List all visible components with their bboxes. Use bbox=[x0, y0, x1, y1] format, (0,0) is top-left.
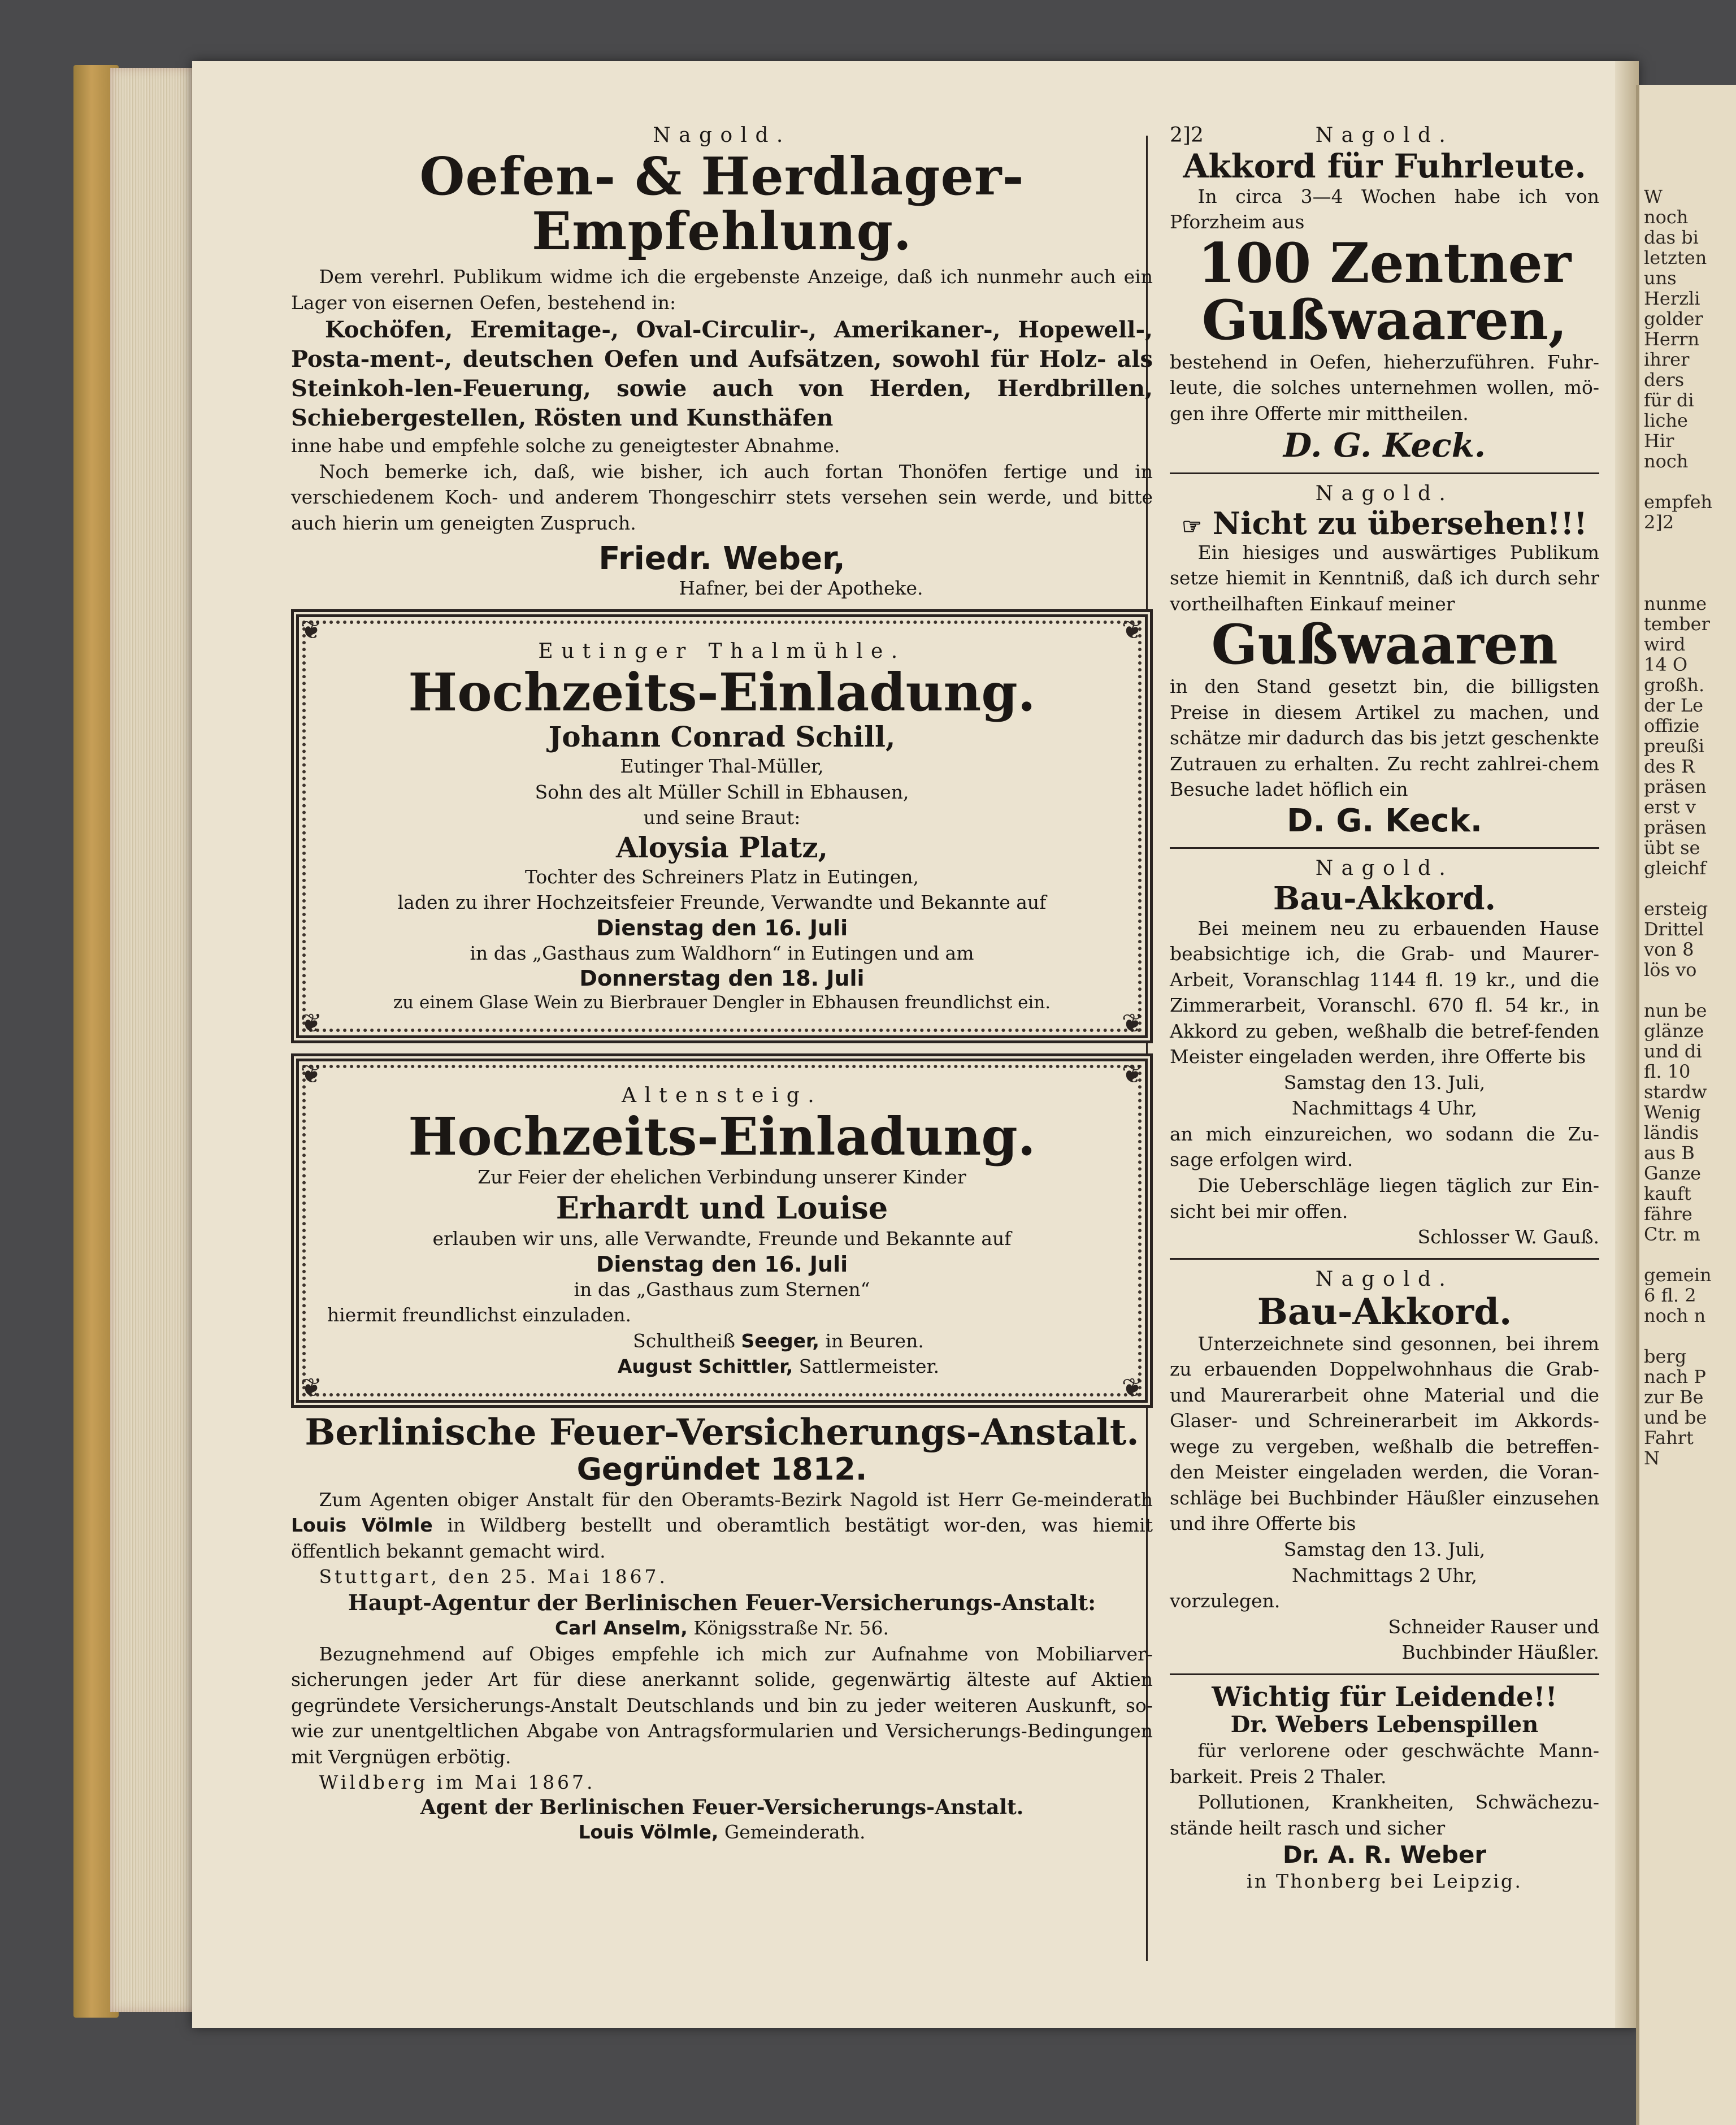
agent-title: Gemeinderath. bbox=[724, 1820, 866, 1843]
ad-title: Bau-Akkord. bbox=[1257, 1290, 1512, 1333]
ornament-icon: ❦ bbox=[300, 1058, 323, 1089]
keck-cast-goods-ad bbox=[1170, 482, 1599, 839]
agent-signature bbox=[291, 1819, 1153, 1845]
next-page-line: aus B bbox=[1644, 1142, 1695, 1164]
next-page-line: Herrn bbox=[1644, 328, 1700, 350]
next-page-line: des R bbox=[1644, 756, 1695, 777]
ad-body: bestehend in Oefen, hieherzuführen. Fuhr-leute, die solches unternehmen wollen, mö-gen ihre Offerte mir mittheilen. bbox=[1170, 350, 1599, 424]
ad-headline: Gußwaaren bbox=[1211, 613, 1558, 677]
ad-signature: Schneider Rauser und bbox=[1388, 1615, 1599, 1638]
next-page-line: N bbox=[1644, 1447, 1660, 1469]
place-heading: Nagold. bbox=[1315, 124, 1454, 147]
ad-subtitle: Dr. Webers Lebenspillen bbox=[1230, 1711, 1539, 1738]
place-heading: Nagold. bbox=[1315, 1267, 1454, 1291]
next-page-line: 14 O bbox=[1644, 654, 1688, 675]
altensteig-wedding-invitation bbox=[291, 1053, 1153, 1408]
next-page-line: Wenig bbox=[1644, 1101, 1701, 1123]
next-page-line: Drittel bbox=[1644, 918, 1704, 940]
next-page-line: offizie bbox=[1644, 715, 1700, 736]
groom-name: Johann Conrad Schill, bbox=[548, 719, 896, 753]
ad-headline: 100 Zentner bbox=[1197, 231, 1572, 295]
next-page-line: kauft bbox=[1644, 1183, 1691, 1204]
invitation-title: Hochzeits-Einladung. bbox=[408, 662, 1036, 723]
ad-signature: Buchbinder Häußler. bbox=[1401, 1641, 1599, 1664]
page-edges bbox=[110, 68, 195, 2012]
next-page-line: nun be bbox=[1644, 1000, 1707, 1021]
next-page-line bbox=[1639, 471, 1736, 492]
next-page-line: tember bbox=[1644, 613, 1710, 635]
deadline-time: Nachmittags 2 Uhr, bbox=[1291, 1564, 1478, 1586]
next-page-line: 2]2 bbox=[1644, 511, 1674, 533]
next-page-line: präsen bbox=[1644, 776, 1707, 797]
next-page-line: ders bbox=[1644, 369, 1685, 391]
place-heading: Nagold. bbox=[1315, 482, 1454, 506]
ad-items: Kochöfen, Eremitage-, Oval-Circulir-, Amerikaner-, Hopewell-, Posta-ment-, deutschen Oefen und Aufsätzen, sowohl für Holz- als Steinkoh-len-Feuerung, sowie auch von Herden, Herdbrillen, Schiebergestellen, Rösten und Kunsthäfen bbox=[291, 316, 1153, 432]
ad-signature: Schlosser W. Gauß. bbox=[1417, 1226, 1599, 1248]
ad-signature: Dr. A. R. Weber bbox=[1282, 1841, 1487, 1869]
next-page-line bbox=[1639, 878, 1736, 899]
ad-title: Oefen- & Herdlager-Empfehlung. bbox=[419, 146, 1025, 262]
ad-text: Zum Agenten obiger Anstalt für den Oberamts-Bezirk Nagold ist Herr Ge-meinderath bbox=[319, 1488, 1153, 1511]
agent-name: Louis Völmle bbox=[291, 1514, 433, 1537]
ornament-icon: ❦ bbox=[1121, 614, 1144, 645]
next-page-line: und di bbox=[1644, 1040, 1702, 1062]
next-page-line bbox=[1639, 1244, 1736, 1265]
signature-name: August Schittler, bbox=[617, 1355, 793, 1378]
deadline-date: Samstag den 13. Juli, bbox=[1283, 1071, 1486, 1094]
ad-title: Akkord für Fuhrleute. bbox=[1183, 147, 1586, 185]
dateline: Wildberg im Mai 1867. bbox=[319, 1771, 596, 1794]
invitation-line: zu einem Glase Wein zu Bierbrauer Dengler in Ebhausen freundlichst ein. bbox=[393, 992, 1051, 1013]
next-page-line: ihrer bbox=[1644, 349, 1690, 370]
ad-body: In circa 3—4 Wochen habe ich von Pforzheim aus bbox=[1170, 185, 1599, 233]
invitation-line: Tochter des Schreiners Platz in Eutingen, bbox=[524, 865, 919, 888]
next-page-line: und be bbox=[1644, 1407, 1707, 1428]
next-page-line: nach P bbox=[1644, 1366, 1706, 1387]
issue-marker: 2]2 bbox=[1170, 124, 1204, 147]
next-page-line: gemein bbox=[1644, 1264, 1712, 1286]
signature-place: in Beuren. bbox=[825, 1329, 924, 1352]
ornament-icon: ❦ bbox=[1121, 1007, 1144, 1038]
ad-title: Wichtig für Leidende!! bbox=[1212, 1681, 1557, 1713]
ad-body: in den Stand gesetzt bin, die billigsten Preise in diesem Artikel zu machen, und schätze mir dadurch das bis jetzt geschenkte Zutrauen zu erhalten. Zu recht zahlrei-chem Besuche ladet höflich ein bbox=[1170, 675, 1599, 801]
next-page-line: noch n bbox=[1644, 1305, 1706, 1326]
weber-stove-ad bbox=[291, 124, 1153, 599]
event-date: Dienstag den 16. Juli bbox=[596, 915, 848, 940]
deadline-date: Samstag den 13. Juli, bbox=[1283, 1538, 1486, 1561]
next-page-line: ersteig bbox=[1644, 898, 1708, 920]
ad-text: in Wildberg bestellt und oberamtlich bestätigt wor-den, was hiemit öffentlich bekannt gemacht wird. bbox=[291, 1514, 1153, 1562]
ad-intro: Dem verehrl. Publikum widme ich die ergebenste Anzeige, daß ich nunmehr auch ein Lager von eisernen Oefen, bestehend in: bbox=[291, 266, 1153, 314]
rauser-building-ad bbox=[1170, 1268, 1599, 1666]
next-page-line: großh. bbox=[1644, 674, 1705, 696]
next-page-line: preußi bbox=[1644, 735, 1704, 757]
deadline-time: Nachmittags 4 Uhr, bbox=[1291, 1097, 1478, 1120]
next-page-line: empfeh bbox=[1644, 491, 1713, 513]
next-page-line: liche bbox=[1644, 410, 1688, 431]
ad-headline: Gußwaaren, bbox=[1201, 288, 1568, 352]
invitation-line: Sohn des alt Müller Schill in Ebhausen, bbox=[535, 780, 909, 803]
gauss-building-ad bbox=[1170, 857, 1599, 1250]
next-page-line bbox=[1639, 553, 1736, 573]
next-page-line: berg bbox=[1644, 1346, 1687, 1367]
ad-subtitle: Gegründet 1812. bbox=[576, 1451, 867, 1487]
next-page-line: ländis bbox=[1644, 1122, 1699, 1143]
ad-title bbox=[1170, 505, 1599, 542]
next-page-line: für di bbox=[1644, 389, 1694, 411]
next-page-line: Ganze bbox=[1644, 1163, 1702, 1184]
next-page-line bbox=[1639, 980, 1736, 1000]
next-page-line: 6 fl. 2 bbox=[1644, 1285, 1696, 1306]
divider bbox=[1170, 1673, 1599, 1675]
invitation-title: Hochzeits-Einladung. bbox=[408, 1105, 1036, 1167]
next-page-line: W bbox=[1644, 186, 1663, 207]
ad-body: Unterzeichnete sind gesonnen, bei ihrem zu erbauenden Doppelwohnhaus die Grab- und Maurerarbeit ohne Material und die Glaser- und Schreinerarbeit im Akkords-wege zu vergeben, weßhalb die betreffen-den Meister eingeladen werden, die Voran-schläge bei Buchbinder Häußler einzusehen und ihre Offerte bis bbox=[1170, 1332, 1599, 1535]
pointing-hand-icon: ☞ bbox=[1182, 513, 1202, 540]
invitation-line: laden zu ihrer Hochzeitsfeier Freunde, Verwandte und Bekannte auf bbox=[397, 891, 1047, 914]
place-heading: Nagold. bbox=[653, 124, 791, 147]
next-page-line: von 8 bbox=[1644, 939, 1694, 960]
ad-body: Bezugnehmend auf Obiges empfehle ich mich zur Aufnahme von Mobiliarver-sicherungen jeder Art für diese anerkannt solide, gegenwärtig älteste auf Aktien gegründete Versicherungs-Anstalt Deutschlands und bin zu jeder weiteren Auskunft, so-wie zur unentgeltlichen Abgabe von Antragsformularien und Versicherungs-Bedingungen mit Vergnügen erbötig. bbox=[291, 1642, 1153, 1768]
next-page-line: präsen bbox=[1644, 817, 1707, 838]
ad-signature: D. G. Keck. bbox=[1283, 426, 1486, 465]
next-page-line: uns bbox=[1644, 267, 1677, 289]
place-heading: Eutinger Thalmühle. bbox=[538, 640, 906, 663]
next-page-fragment bbox=[1636, 85, 1736, 2125]
next-page-line: Ctr. m bbox=[1644, 1224, 1700, 1245]
next-page-line: lös vo bbox=[1644, 959, 1697, 981]
ad-signature-sub: Hafner, bei der Apotheke. bbox=[679, 577, 923, 600]
next-page-line: glänze bbox=[1644, 1020, 1704, 1042]
next-page-line: Hir bbox=[1644, 430, 1674, 452]
ad-title-text: Nicht zu übersehen!!! bbox=[1212, 505, 1587, 542]
couple-names: Erhardt und Louise bbox=[555, 1190, 888, 1226]
next-page-line bbox=[1639, 1326, 1736, 1346]
divider bbox=[1170, 847, 1599, 849]
right-column bbox=[1170, 122, 1599, 1894]
dateline: Stuttgart, den 25. Mai 1867. bbox=[319, 1565, 668, 1588]
place-heading: Altensteig. bbox=[621, 1083, 823, 1107]
next-page-line: zur Be bbox=[1644, 1386, 1704, 1408]
next-page-line: fl. 10 bbox=[1644, 1061, 1691, 1082]
agency-heading: Haupt-Agentur der Berlinischen Feuer-Versicherungs-Anstalt: bbox=[348, 1590, 1096, 1616]
ad-body: Ein hiesiges und auswärtiges Publikum setze hiemit in Kenntniß, daß ich durch sehr vortheilhaften Einkauf meiner bbox=[1170, 541, 1599, 615]
next-page-line: noch bbox=[1644, 450, 1689, 472]
agency-address bbox=[291, 1615, 1153, 1641]
ad-title: Berlinische Feuer-Versicherungs-Anstalt. bbox=[305, 1411, 1139, 1454]
ornament-icon: ❦ bbox=[300, 1007, 323, 1038]
invitation-line: hiermit freundlichst einzuladen. bbox=[327, 1304, 631, 1326]
ad-body: inne habe und empfehle solche zu geneigtester Abnahme. bbox=[291, 435, 840, 457]
schill-wedding-invitation bbox=[291, 609, 1153, 1043]
keck-transport-ad bbox=[1170, 124, 1599, 465]
agency-name: Carl Anselm, bbox=[554, 1617, 688, 1640]
ad-body: vorzulegen. bbox=[1170, 1590, 1281, 1612]
ad-body: für verlorene oder geschwächte Mann-barkeit. Preis 2 Thaler. bbox=[1170, 1740, 1599, 1788]
invitation-signature bbox=[327, 1354, 1117, 1380]
invitation-signature bbox=[327, 1328, 1117, 1354]
agent-name: Louis Völmle, bbox=[578, 1820, 719, 1843]
next-page-line: Fahrt bbox=[1644, 1427, 1694, 1449]
ad-body: an mich einzureichen, wo sodann die Zu-sage erfolgen wird. bbox=[1170, 1122, 1599, 1171]
ad-body: Pollutionen, Krankheiten, Schwächezu-stände heilt rasch und sicher bbox=[1170, 1791, 1599, 1839]
ornament-icon: ❦ bbox=[1121, 1372, 1144, 1403]
pills-ad bbox=[1170, 1683, 1599, 1894]
next-page-line: gleichf bbox=[1644, 857, 1707, 879]
next-page-line: erst v bbox=[1644, 796, 1696, 818]
next-page-line: nunme bbox=[1644, 593, 1707, 614]
place-heading: Nagold. bbox=[1315, 856, 1454, 880]
agent-line: Agent der Berlinischen Feuer-Versicherungs-Anstalt. bbox=[420, 1795, 1024, 1819]
next-page-line: übt se bbox=[1644, 837, 1700, 858]
ad-body: Die Ueberschläge liegen täglich zur Ein-sicht bei mir offen. bbox=[1170, 1174, 1599, 1222]
next-page-line: golder bbox=[1644, 308, 1703, 329]
ornament-icon: ❦ bbox=[300, 614, 323, 645]
next-page-line: wird bbox=[1644, 634, 1686, 655]
agency-street: Königsstraße Nr. 56. bbox=[693, 1617, 889, 1640]
ad-signature: Friedr. Weber, bbox=[598, 540, 845, 578]
ad-body: Bei meinem neu zu erbauenden Hause beabsichtige ich, die Grab- und Maurer-Arbeit, Voranschlag 1144 fl. 19 kr., und die Zimmerarbeit, Voranschl. 670 fl. 54 kr., in Akkord zu geben, weßhalb die betref-fenden Meister eingeladen werden, ihre Offerte bis bbox=[1170, 917, 1599, 1068]
divider bbox=[1170, 472, 1599, 474]
invitation-line: und seine Braut: bbox=[643, 806, 801, 829]
ad-body: Noch bemerke ich, daß, wie bisher, ich auch fortan Thonöfen fertige und in verschiedenem Koch- und anderem Thongeschirr stets versehen sein werde, und bitte auch hierin um geneigten Zuspruch. bbox=[291, 460, 1153, 534]
ornament-icon: ❦ bbox=[1121, 1058, 1144, 1089]
next-page-line: Herzli bbox=[1644, 288, 1700, 309]
next-page-line: noch bbox=[1644, 206, 1689, 228]
insurance-ad bbox=[291, 1413, 1153, 1845]
invitation-line: Zur Feier der ehelichen Verbindung unserer Kinder bbox=[478, 1165, 966, 1188]
ad-signature: D. G. Keck. bbox=[1286, 802, 1483, 839]
invitation-line: erlauben wir uns, alle Verwandte, Freunde und Bekannte auf bbox=[432, 1228, 1012, 1250]
event-date: Dienstag den 16. Juli bbox=[596, 1251, 848, 1277]
bride-name: Aloysia Platz, bbox=[615, 830, 828, 864]
next-page-line: das bi bbox=[1644, 227, 1699, 248]
next-page-line: der Le bbox=[1644, 695, 1704, 716]
ad-body bbox=[291, 1487, 1153, 1564]
next-page-line bbox=[1639, 532, 1736, 553]
signature-name: Seeger, bbox=[741, 1329, 819, 1352]
invitation-line: Eutinger Thal-Müller, bbox=[620, 754, 824, 777]
invitation-line: in das „Gasthaus zum Waldhorn“ in Eutingen und am bbox=[470, 942, 974, 964]
event-date: Donnerstag den 18. Juli bbox=[579, 966, 865, 991]
next-page-line: fähre bbox=[1644, 1203, 1692, 1225]
signature-prefix: Schultheiß bbox=[633, 1329, 735, 1352]
divider bbox=[1170, 1258, 1599, 1260]
next-page-line: letzten bbox=[1644, 247, 1707, 268]
signature-title: Sattlermeister. bbox=[798, 1355, 940, 1378]
next-page-line: stardw bbox=[1644, 1081, 1707, 1103]
ad-signature-place: in Thonberg bei Leipzig. bbox=[1246, 1870, 1523, 1893]
next-page-line bbox=[1639, 573, 1736, 593]
left-column bbox=[291, 122, 1153, 1845]
invitation-line: in das „Gasthaus zum Sternen“ bbox=[574, 1278, 870, 1300]
page-gutter bbox=[1615, 61, 1639, 2028]
ad-title: Bau-Akkord. bbox=[1273, 879, 1496, 917]
ornament-icon: ❦ bbox=[300, 1372, 323, 1403]
